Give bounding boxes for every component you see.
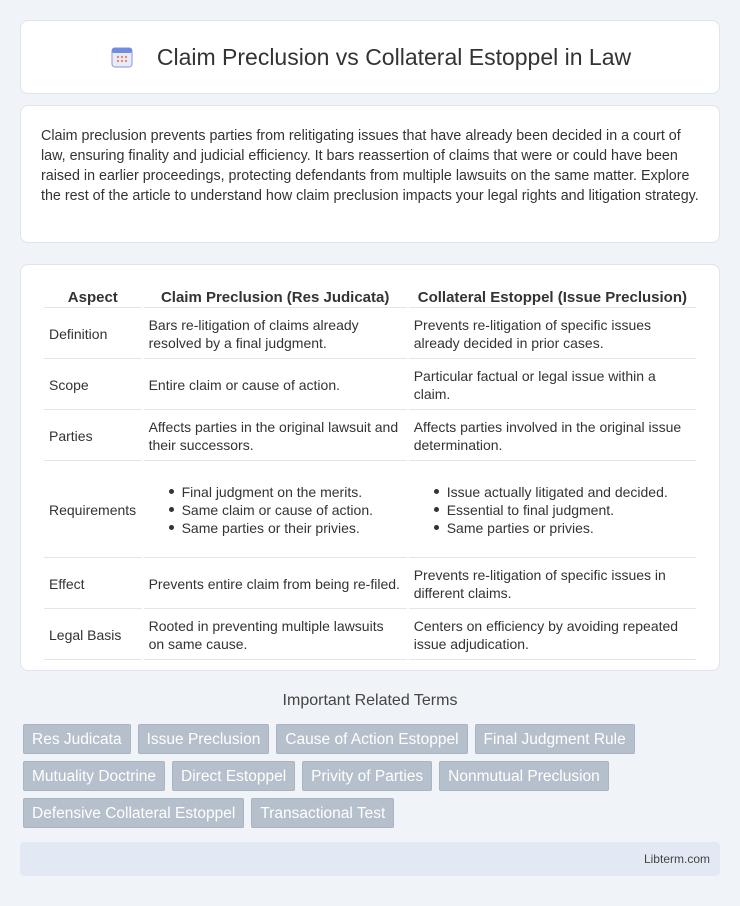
estoppel-cell: Prevents re-litigation of specific issues in different claims. xyxy=(409,560,696,609)
aspect-cell: Scope xyxy=(44,361,142,410)
intro-card xyxy=(20,105,720,243)
aspect-cell: Parties xyxy=(44,412,142,461)
table-row xyxy=(44,412,696,461)
claim-requirements-list xyxy=(169,483,402,537)
header-claim-preclusion: Claim Preclusion (Res Judicata) xyxy=(144,287,407,308)
estoppel-cell: Particular factual or legal issue within a claim. xyxy=(409,361,696,410)
claim-cell: Bars re-litigation of claims already resolved by a final judgment. xyxy=(144,310,407,359)
estoppel-cell: Centers on efficiency by avoiding repeated issue adjudication. xyxy=(409,611,696,660)
table-row xyxy=(44,310,696,359)
page-title: Claim Preclusion vs Collateral Estoppel in Law xyxy=(156,43,632,70)
calendar-icon xyxy=(109,44,135,70)
table-row xyxy=(44,361,696,410)
tag-issue-preclusion[interactable]: Issue Preclusion xyxy=(138,724,270,754)
table-row xyxy=(44,611,696,660)
aspect-cell: Legal Basis xyxy=(44,611,142,660)
claim-cell: Affects parties in the original lawsuit and their successors. xyxy=(144,412,407,461)
comparison-table xyxy=(42,285,698,662)
footer xyxy=(20,842,720,876)
tag-privity-of-parties[interactable]: Privity of Parties xyxy=(302,761,432,791)
related-terms-title: Important Related Terms xyxy=(282,692,458,709)
comparison-card xyxy=(20,264,720,671)
tag-direct-estoppel[interactable]: Direct Estoppel xyxy=(172,761,295,791)
related-terms-tags xyxy=(23,724,723,828)
claim-cell: Entire claim or cause of action. xyxy=(144,361,407,410)
aspect-cell: Definition xyxy=(44,310,142,359)
list-item: Same parties or their privies. xyxy=(169,519,402,537)
aspect-cell: Effect xyxy=(44,560,142,609)
table-header-row xyxy=(44,287,696,308)
list-item: Same claim or cause of action. xyxy=(169,501,402,519)
estoppel-cell: Prevents re-litigation of specific issues already decided in prior cases. xyxy=(409,310,696,359)
tag-cause-of-action-estoppel[interactable]: Cause of Action Estoppel xyxy=(276,724,467,754)
list-item: Essential to final judgment. xyxy=(434,501,691,519)
claim-cell: Prevents entire claim from being re-filed. xyxy=(144,560,407,609)
intro-text: Claim preclusion prevents parties from relitigating issues that have already been decided in a court of law, ensuring finality and judicial efficiency. It bars reassertion of claims that were or could have been raised in earlier proceedings, protecting defendants from multiple lawsuits on the same matter. Explore the rest of the article to understand how claim preclusion impacts your legal rights and litigation strategy. xyxy=(41,128,699,204)
table-row xyxy=(44,463,696,558)
aspect-cell: Requirements xyxy=(44,463,142,558)
estoppel-requirements-cell xyxy=(409,463,696,558)
footer-site-link[interactable]: Libterm.com xyxy=(643,852,710,866)
header-aspect: Aspect xyxy=(44,287,142,308)
tag-mutuality-doctrine[interactable]: Mutuality Doctrine xyxy=(23,761,165,791)
tag-transactional-test[interactable]: Transactional Test xyxy=(251,798,394,828)
claim-requirements-cell xyxy=(144,463,407,558)
estoppel-cell: Affects parties involved in the original issue determination. xyxy=(409,412,696,461)
tag-defensive-collateral-estoppel[interactable]: Defensive Collateral Estoppel xyxy=(23,798,244,828)
header-card xyxy=(20,20,720,94)
header-collateral-estoppel: Collateral Estoppel (Issue Preclusion) xyxy=(409,287,696,308)
tag-nonmutual-preclusion[interactable]: Nonmutual Preclusion xyxy=(439,761,609,791)
tag-final-judgment-rule[interactable]: Final Judgment Rule xyxy=(475,724,635,754)
list-item: Final judgment on the merits. xyxy=(169,483,402,501)
claim-cell: Rooted in preventing multiple lawsuits on same cause. xyxy=(144,611,407,660)
list-item: Same parties or privies. xyxy=(434,519,691,537)
estoppel-requirements-list xyxy=(434,483,691,537)
tag-res-judicata[interactable]: Res Judicata xyxy=(23,724,131,754)
list-item: Issue actually litigated and decided. xyxy=(434,483,691,501)
table-row xyxy=(44,560,696,609)
